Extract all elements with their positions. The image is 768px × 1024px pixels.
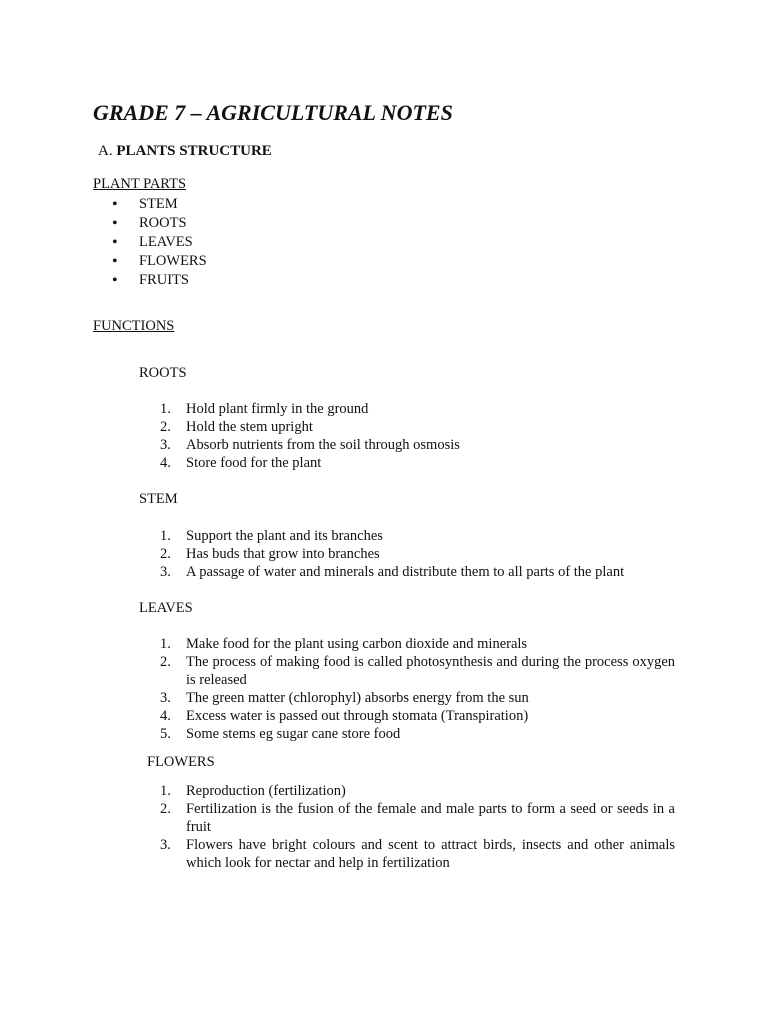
list-item: • LEAVES bbox=[112, 233, 207, 252]
list-item: 1. Hold plant firmly in the ground bbox=[160, 401, 369, 417]
list-item: 4. Excess water is passed out through stomata (Transpiration) bbox=[160, 708, 529, 724]
list-item: 2. Fertilization is the fusion of the female and male parts to form a seed or seeds in a fruit bbox=[160, 801, 675, 835]
section-letter: A. bbox=[98, 143, 113, 159]
list-item: 4. Store food for the plant bbox=[160, 455, 322, 471]
list-item: 1. Make food for the plant using carbon dioxide and minerals bbox=[160, 636, 528, 652]
stem-heading: STEM bbox=[139, 491, 178, 507]
page-title: GRADE 7 – AGRICULTURAL NOTES bbox=[93, 100, 453, 125]
flowers-heading: FLOWERS bbox=[147, 754, 215, 770]
leaves-heading: LEAVES bbox=[139, 600, 193, 616]
list-item: 3. A passage of water and minerals and distribute them to all parts of the plant bbox=[160, 564, 625, 580]
section-heading bbox=[98, 143, 272, 160]
list-item: 3. Flowers have bright colours and scent to attract birds, insects and other animals which look for nectar and help in fertilization bbox=[160, 837, 675, 871]
stem-list bbox=[160, 527, 675, 581]
list-item: 3. Absorb nutrients from the soil through osmosis bbox=[160, 437, 460, 453]
list-item: 1. Reproduction (fertilization) bbox=[160, 783, 346, 799]
list-item: • STEM bbox=[112, 195, 207, 214]
flowers-list bbox=[160, 782, 675, 872]
leaves-list bbox=[160, 635, 675, 743]
list-item: 3. The green matter (chlorophyl) absorbs energy from the sun bbox=[160, 690, 529, 706]
roots-heading: ROOTS bbox=[139, 365, 187, 381]
list-item: 2. Has buds that grow into branches bbox=[160, 546, 380, 562]
functions-heading: FUNCTIONS bbox=[93, 318, 175, 334]
plant-parts-heading: PLANT PARTS bbox=[93, 176, 187, 192]
roots-list bbox=[160, 400, 675, 472]
list-item: 2. Hold the stem upright bbox=[160, 419, 313, 435]
list-item: 2. The process of making food is called photosynthesis and during the process oxygen is released bbox=[160, 654, 675, 688]
list-item: 5. Some stems eg sugar cane store food bbox=[160, 726, 401, 742]
section-title: PLANTS STRUCTURE bbox=[116, 143, 272, 159]
list-item: • ROOTS bbox=[112, 214, 207, 233]
list-item: • FLOWERS bbox=[112, 252, 207, 271]
plant-parts-list bbox=[112, 195, 207, 290]
list-item: • FRUITS bbox=[112, 271, 207, 290]
list-item: 1. Support the plant and its branches bbox=[160, 528, 383, 544]
